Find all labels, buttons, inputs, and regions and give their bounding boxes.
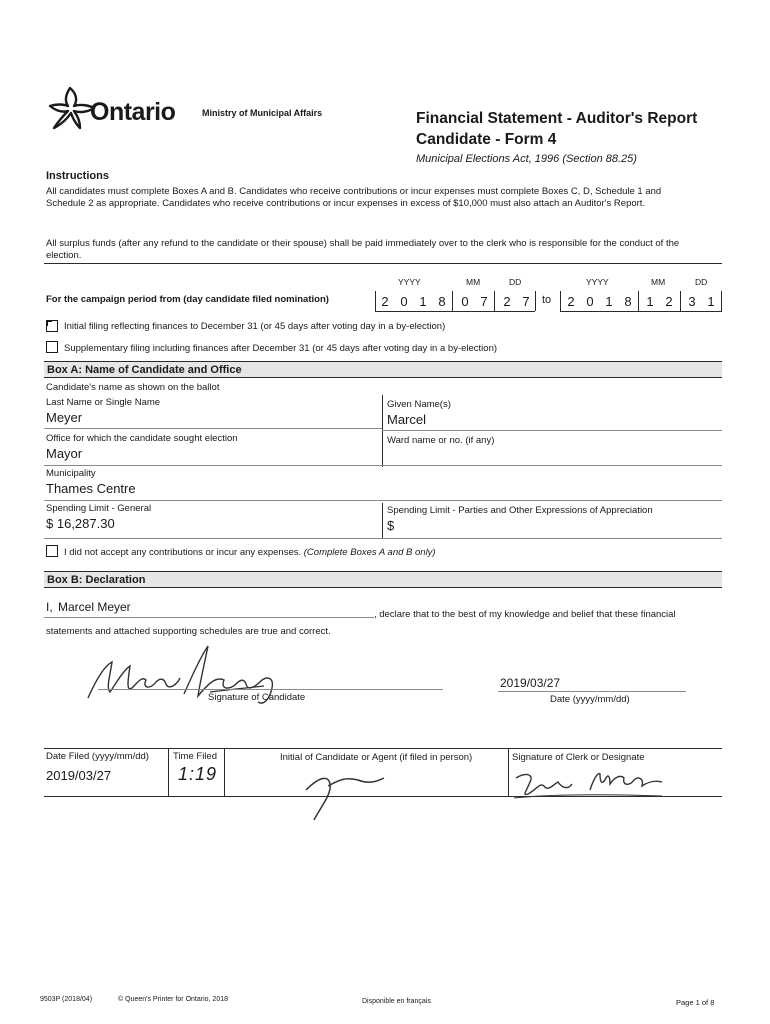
from-day-label: DD	[509, 277, 522, 287]
no-contributions-label	[64, 547, 436, 558]
from-date-digit: 2	[503, 294, 511, 309]
from-date-digit: 2	[381, 294, 389, 309]
no-contributions-text: I did not accept any contributions or incur any expenses.	[64, 547, 302, 558]
form-title: Financial Statement - Auditor's Report	[416, 110, 698, 127]
from-date-digit: 0	[461, 294, 469, 309]
brand-wordmark: Ontario	[90, 98, 176, 126]
box-a-header	[44, 361, 722, 378]
last-name-label: Last Name or Single Name	[46, 397, 161, 408]
from-month-label: MM	[466, 277, 481, 287]
to-date-digit: 8	[624, 294, 632, 309]
page-number: Page 1 of 8	[676, 998, 715, 1007]
spending-limit-parties-label: Spending Limit - Parties and Other Expressions of Appreciation	[387, 505, 653, 516]
to-date-digit: 1	[605, 294, 613, 309]
to-month-label: MM	[651, 277, 666, 287]
from-date-digit: 1	[419, 294, 427, 309]
form-subtitle: Candidate - Form 4	[416, 131, 557, 148]
ontario-logo	[46, 84, 186, 130]
to-date-digit: 2	[665, 294, 673, 309]
initial-filing-checkbox[interactable]	[46, 320, 58, 332]
candidate-name-note: Candidate's name as shown on the ballot	[46, 382, 220, 393]
supplementary-filing-checkbox[interactable]	[46, 341, 58, 353]
ministry-name: Ministry of Municipal Affairs	[202, 108, 323, 118]
declarant-prefix: I,	[46, 600, 53, 614]
candidate-signature	[80, 636, 340, 716]
spending-limit-parties-field[interactable]: $	[387, 518, 395, 533]
instructions-heading: Instructions	[46, 170, 109, 182]
form-code: 9503P (2018/04)	[40, 996, 93, 1003]
declaration-text-continued: statements and attached supporting schedules are true and correct.	[46, 626, 331, 637]
last-name-field[interactable]: Meyer	[46, 410, 83, 425]
act-reference: Municipal Elections Act, 1996 (Section 88.25)	[416, 153, 637, 165]
from-year-label: YYYY	[398, 277, 421, 287]
campaign-period-label: For the campaign period from (day candidate filed nomination)	[46, 294, 329, 305]
office-label: Office for which the candidate sought election	[46, 433, 238, 444]
to-date-digit: 2	[567, 294, 575, 309]
declaration-text: , declare that to the best of my knowledge and belief that these financial	[374, 609, 676, 620]
date-filed-label: Date Filed (yyyy/mm/dd)	[46, 751, 149, 762]
initial-filing-label: Initial filing reflecting finances to December 31 (or 45 days after voting day in a by-election)	[64, 321, 446, 332]
trillium-icon	[46, 84, 96, 130]
copyright-notice: © Queen's Printer for Ontario, 2018	[118, 996, 228, 1003]
box-b-title: Box B: Declaration	[47, 574, 146, 586]
to-day-label: DD	[695, 277, 708, 287]
to-label: to	[542, 294, 552, 306]
municipality-label: Municipality	[46, 468, 96, 479]
from-date-digit: 8	[438, 294, 446, 309]
from-date-digit: 0	[400, 294, 408, 309]
to-date-digit: 1	[646, 294, 654, 309]
date-filed-field[interactable]: 2019/03/27	[46, 768, 112, 783]
no-contributions-note: (Complete Boxes A and B only)	[303, 547, 436, 558]
agent-initial-label: Initial of Candidate or Agent (if filed in person)	[280, 752, 473, 763]
clerk-signature-label: Signature of Clerk or Designate	[512, 752, 645, 763]
clerk-signature	[512, 764, 672, 800]
no-contributions-checkbox[interactable]	[46, 545, 58, 557]
candidate-signature-label: Signature of Candidate	[208, 692, 306, 703]
municipality-field[interactable]: Thames Centre	[46, 481, 136, 496]
ward-label: Ward name or no. (if any)	[387, 435, 495, 446]
to-date-digit: 0	[586, 294, 594, 309]
declaration-date-field[interactable]: 2019/03/27	[500, 676, 561, 690]
declaration-date-label: Date (yyyy/mm/dd)	[550, 694, 630, 705]
from-date-digit: 7	[522, 294, 530, 309]
supplementary-filing-label: Supplementary filing including finances after December 31 (or 45 days after voting day in a by-election)	[64, 343, 498, 354]
to-date-digit: 1	[707, 294, 715, 309]
instructions-paragraph-1: All candidates must complete Boxes A and B. Candidates who receive contributions or incur expenses must complete Boxes C, D, Schedule 1 and Schedule 2 as appropriate. Candidates who receive contributions or incur expenses in excess of $10,000 must also attach an Auditor's Report.	[46, 186, 662, 209]
spending-limit-general-label: Spending Limit - General	[46, 503, 152, 514]
time-filed-label: Time Filed	[173, 751, 217, 762]
box-a-title: Box A: Name of Candidate and Office	[47, 364, 242, 376]
declarant-name-field[interactable]: Marcel Meyer	[58, 600, 131, 614]
to-date-digit: 3	[688, 294, 696, 309]
given-names-field[interactable]: Marcel	[387, 412, 427, 427]
spending-limit-general-field[interactable]: $ 16,287.30	[46, 516, 115, 531]
to-year-label: YYYY	[586, 277, 609, 287]
french-availability: Disponible en français	[362, 998, 431, 1005]
from-date-digit: 7	[480, 294, 488, 309]
instructions-paragraph-2: All surplus funds (after any refund to the candidate or their spouse) shall be paid immediately over to the clerk who is responsible for the conduct of the election.	[46, 238, 680, 261]
office-field[interactable]: Mayor	[46, 446, 83, 461]
given-names-label: Given Name(s)	[387, 399, 451, 410]
time-filed-field[interactable]: 1:19	[178, 764, 218, 784]
ward-field[interactable]	[387, 448, 717, 464]
agent-initial-mark	[300, 764, 390, 824]
box-b-header	[44, 571, 722, 588]
